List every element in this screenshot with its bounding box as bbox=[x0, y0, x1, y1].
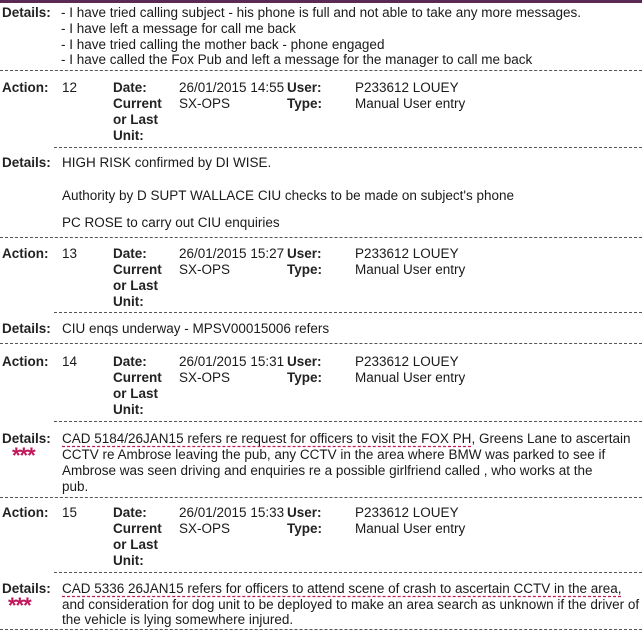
underlined-reference: CAD 5336 26JAN15 refers for officers to attend scene of crash to ascertain CCTV in the area, bbox=[62, 581, 622, 596]
unit-label: Current bbox=[113, 262, 162, 277]
unit-label: Current bbox=[113, 521, 162, 536]
unit-label: Current bbox=[113, 96, 162, 111]
details-block-previous bbox=[0, 0, 642, 70]
action-label: Action: bbox=[2, 246, 49, 261]
divider bbox=[0, 70, 642, 71]
details-line: the vehicle is lying somewhere injured. bbox=[62, 612, 294, 627]
date-label: Date: bbox=[113, 246, 147, 261]
details-label: Details: bbox=[2, 581, 51, 596]
type-label: Type: bbox=[287, 96, 323, 111]
action-user: P233612 LOUEY bbox=[355, 505, 459, 520]
action-entry-13 bbox=[0, 244, 642, 314]
details-block-13 bbox=[0, 316, 642, 342]
details-line: Authority by D SUPT WALLACE CIU checks to be made on subject's phone bbox=[62, 188, 515, 203]
details-label: Details: bbox=[2, 431, 51, 446]
details-line: - I have left a message for call me back bbox=[61, 21, 296, 36]
unit-label: or Last bbox=[113, 278, 159, 293]
action-date: 26/01/2015 15:27 bbox=[179, 246, 285, 261]
divider bbox=[54, 572, 642, 573]
unit-label: Unit: bbox=[113, 128, 144, 143]
action-entry-15 bbox=[0, 503, 642, 573]
divider bbox=[0, 629, 642, 630]
action-number: 14 bbox=[62, 354, 78, 369]
asterisk-annotation-icon: *** bbox=[8, 593, 31, 618]
divider bbox=[0, 343, 642, 344]
action-unit: SX-OPS bbox=[179, 96, 231, 111]
action-number: 13 bbox=[62, 246, 78, 261]
details-line: CCTV re Ambrose leaving the pub, any CCTV in the area where BMW was parked to see if bbox=[62, 447, 606, 462]
action-entry-14 bbox=[0, 352, 642, 422]
type-label: Type: bbox=[287, 521, 323, 536]
unit-label: or Last bbox=[113, 386, 159, 401]
details-line: PC ROSE to carry out CIU enquiries bbox=[62, 215, 280, 230]
action-date: 26/01/2015 15:33 bbox=[179, 505, 285, 520]
divider bbox=[54, 421, 642, 422]
date-label: Date: bbox=[113, 80, 147, 95]
action-type: Manual User entry bbox=[355, 262, 466, 277]
user-label: User: bbox=[287, 354, 322, 369]
divider bbox=[54, 312, 642, 313]
action-user: P233612 LOUEY bbox=[355, 246, 459, 261]
asterisk-annotation-icon: *** bbox=[12, 443, 35, 468]
action-user: P233612 LOUEY bbox=[355, 80, 459, 95]
details-line: - I have called the Fox Pub and left a message for the manager to call me back bbox=[61, 52, 533, 67]
details-block-12 bbox=[0, 150, 642, 235]
action-date: 26/01/2015 14:55 bbox=[179, 80, 285, 95]
action-label: Action: bbox=[2, 354, 49, 369]
date-label: Date: bbox=[113, 354, 147, 369]
details-line: CAD 5184/26JAN15 refers re request for officers to visit the FOX PH, Greens Lane to ascertain bbox=[62, 431, 631, 446]
action-unit: SX-OPS bbox=[179, 521, 231, 536]
divider bbox=[54, 147, 642, 148]
details-line: - I have tried calling the mother back - phone engaged bbox=[61, 37, 385, 52]
action-type: Manual User entry bbox=[355, 96, 466, 111]
user-label: User: bbox=[287, 80, 322, 95]
details-label: Details: bbox=[2, 321, 51, 336]
action-entry-12 bbox=[0, 76, 642, 146]
details-block-14 bbox=[0, 426, 642, 494]
details-label: Details: bbox=[2, 155, 51, 170]
action-date: 26/01/2015 15:31 bbox=[179, 354, 285, 369]
action-number: 12 bbox=[62, 80, 78, 95]
action-label: Action: bbox=[2, 80, 49, 95]
details-line: CIU enqs underway - MPSV00015006 refers bbox=[62, 321, 330, 336]
user-label: User: bbox=[287, 246, 322, 261]
details-label: Details: bbox=[2, 5, 51, 20]
action-label: Action: bbox=[2, 505, 49, 520]
details-line: Ambrose was seen driving and enquiries re a possible girlfriend called , who works at the bbox=[62, 463, 593, 478]
action-user: P233612 LOUEY bbox=[355, 354, 459, 369]
details-line bbox=[62, 581, 622, 596]
divider bbox=[0, 237, 642, 238]
details-line: pub. bbox=[62, 479, 89, 494]
action-type: Manual User entry bbox=[355, 521, 466, 536]
unit-label: Unit: bbox=[113, 553, 144, 568]
unit-label: Current bbox=[113, 370, 162, 385]
details-line: and consideration for dog unit to be deployed to make an area search as unknown if the driver of bbox=[62, 597, 640, 612]
action-number: 15 bbox=[62, 505, 78, 520]
divider bbox=[0, 497, 642, 498]
type-label: Type: bbox=[287, 262, 323, 277]
action-type: Manual User entry bbox=[355, 370, 466, 385]
unit-label: or Last bbox=[113, 112, 159, 127]
action-unit: SX-OPS bbox=[179, 262, 231, 277]
unit-label: or Last bbox=[113, 537, 159, 552]
user-label: User: bbox=[287, 505, 322, 520]
details-block-15 bbox=[0, 576, 642, 628]
action-unit: SX-OPS bbox=[179, 370, 231, 385]
details-line: HIGH RISK confirmed by DI WISE. bbox=[62, 155, 272, 170]
details-line: - I have tried calling subject - his phone is full and not able to take any more messages. bbox=[61, 5, 582, 20]
unit-label: Unit: bbox=[113, 402, 144, 417]
type-label: Type: bbox=[287, 370, 323, 385]
underlined-reference: CAD 5184/26JAN15 refers re request for officers to visit the FOX PH bbox=[62, 431, 472, 446]
unit-label: Unit: bbox=[113, 294, 144, 309]
date-label: Date: bbox=[113, 505, 147, 520]
